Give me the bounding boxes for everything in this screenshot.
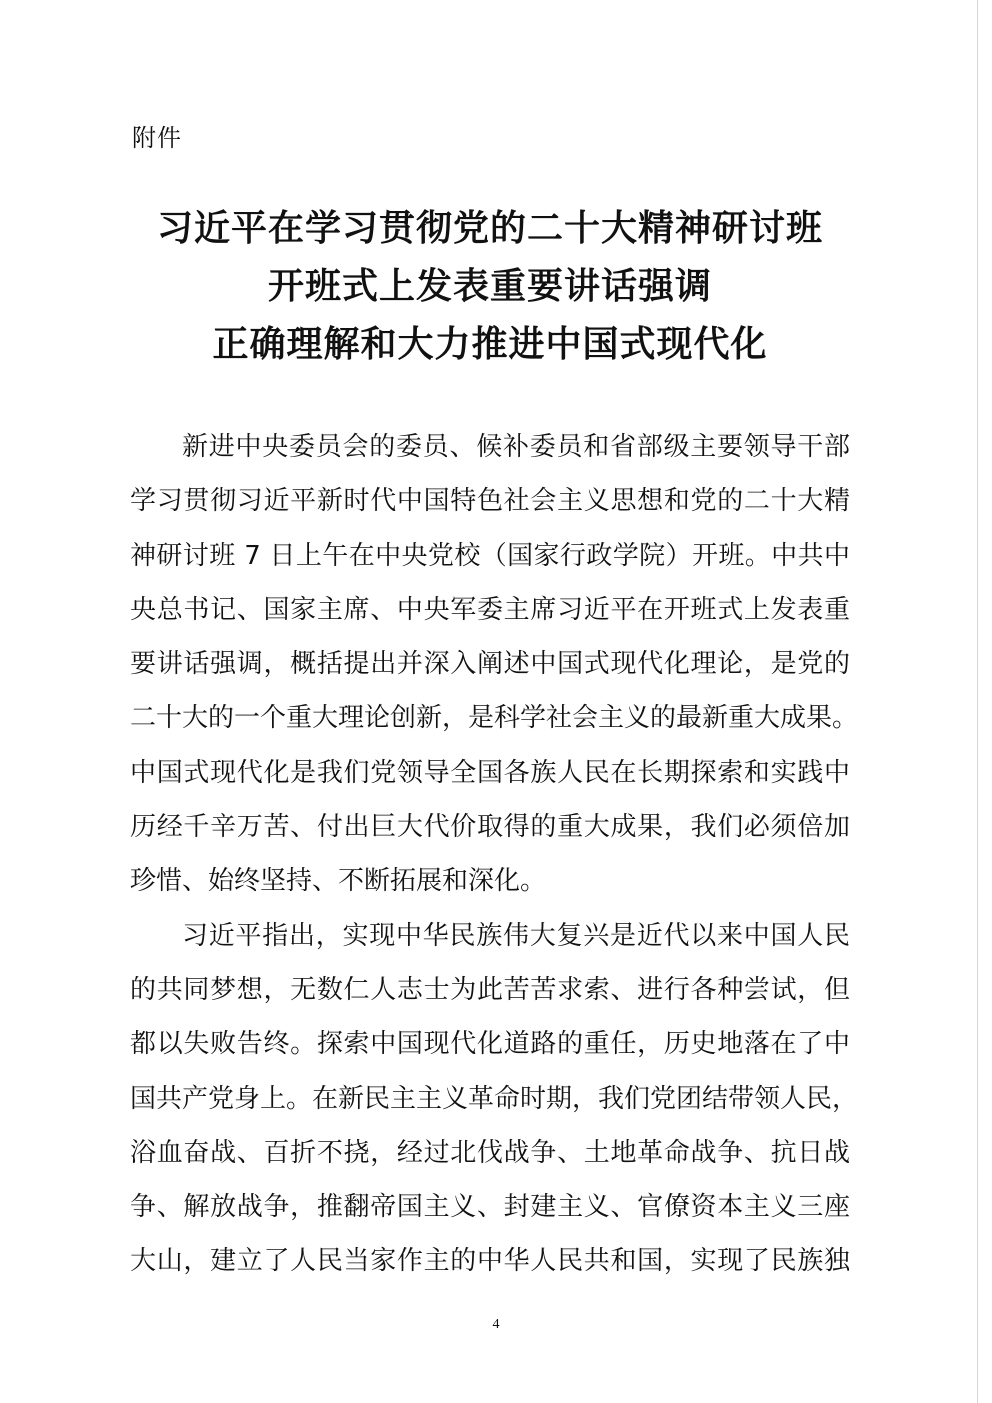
paragraph-2-line: 都以失败告终。探索中国现代化道路的重任，历史地落在了中 [130,1029,850,1060]
paragraph-2-line: 习近平指出，实现中华民族伟大复兴是近代以来中国人民 [182,920,850,951]
scan-edge-line [977,0,978,1403]
paragraph-2-line: 国共产党身上。在新民主主义革命时期，我们党团结带领人民， [130,1083,859,1114]
paragraph-1-line: 二十大的一个重大理论创新，是科学社会主义的最新重大成果。 [130,703,859,734]
paragraph-1-line: 历经千辛万苦、付出巨大代价取得的重大成果，我们必须倍加 [130,812,850,843]
title-line: 正确理解和大力推进中国式现代化 [212,324,768,365]
paragraph-2-line: 争、解放战争，推翻帝国主义、封建主义、官僚资本主义三座 [130,1192,850,1223]
paragraph-2-line: 浴血奋战、百折不挠，经过北伐战争、土地革命战争、抗日战 [130,1137,850,1168]
document-title [100,200,880,374]
paragraph-1-line: 要讲话强调，概括提出并深入阐述中国式现代化理论，是党的 [130,649,850,680]
paragraph-1-line: 学习贯彻习近平新时代中国特色社会主义思想和党的二十大精 [130,486,850,517]
paragraph-1-line: 珍惜、始终坚持、不断拓展和深化。 [130,866,547,897]
title-line: 开班式上发表重要讲话强调 [267,266,712,307]
page-number: 4 [492,1317,500,1332]
paragraph-1-line: 中国式现代化是我们党领导全国各族人民在长期探索和实践中 [130,757,850,788]
paragraph-2-line: 大山，建立了人民当家作主的中华人民共和国，实现了民族独 [130,1246,850,1277]
paragraph-1-line: 新进中央委员会的委员、候补委员和省部级主要领导干部 [182,432,850,462]
paragraph-1-line: 央总书记、国家主席、中央军委主席习近平在开班式上发表重 [130,594,850,625]
paragraph-1-line: 神研讨班 7 日上午在中央党校（国家行政学院）开班。中共中 [130,540,850,571]
paragraph-2-line: 的共同梦想，无数仁人志士为此苦苦求索、进行各种尝试，但 [130,974,850,1005]
title-line: 习近平在学习贯彻党的二十大精神研讨班 [156,208,823,249]
body-text [130,420,859,1289]
attachment-label: 附件 [132,124,182,152]
